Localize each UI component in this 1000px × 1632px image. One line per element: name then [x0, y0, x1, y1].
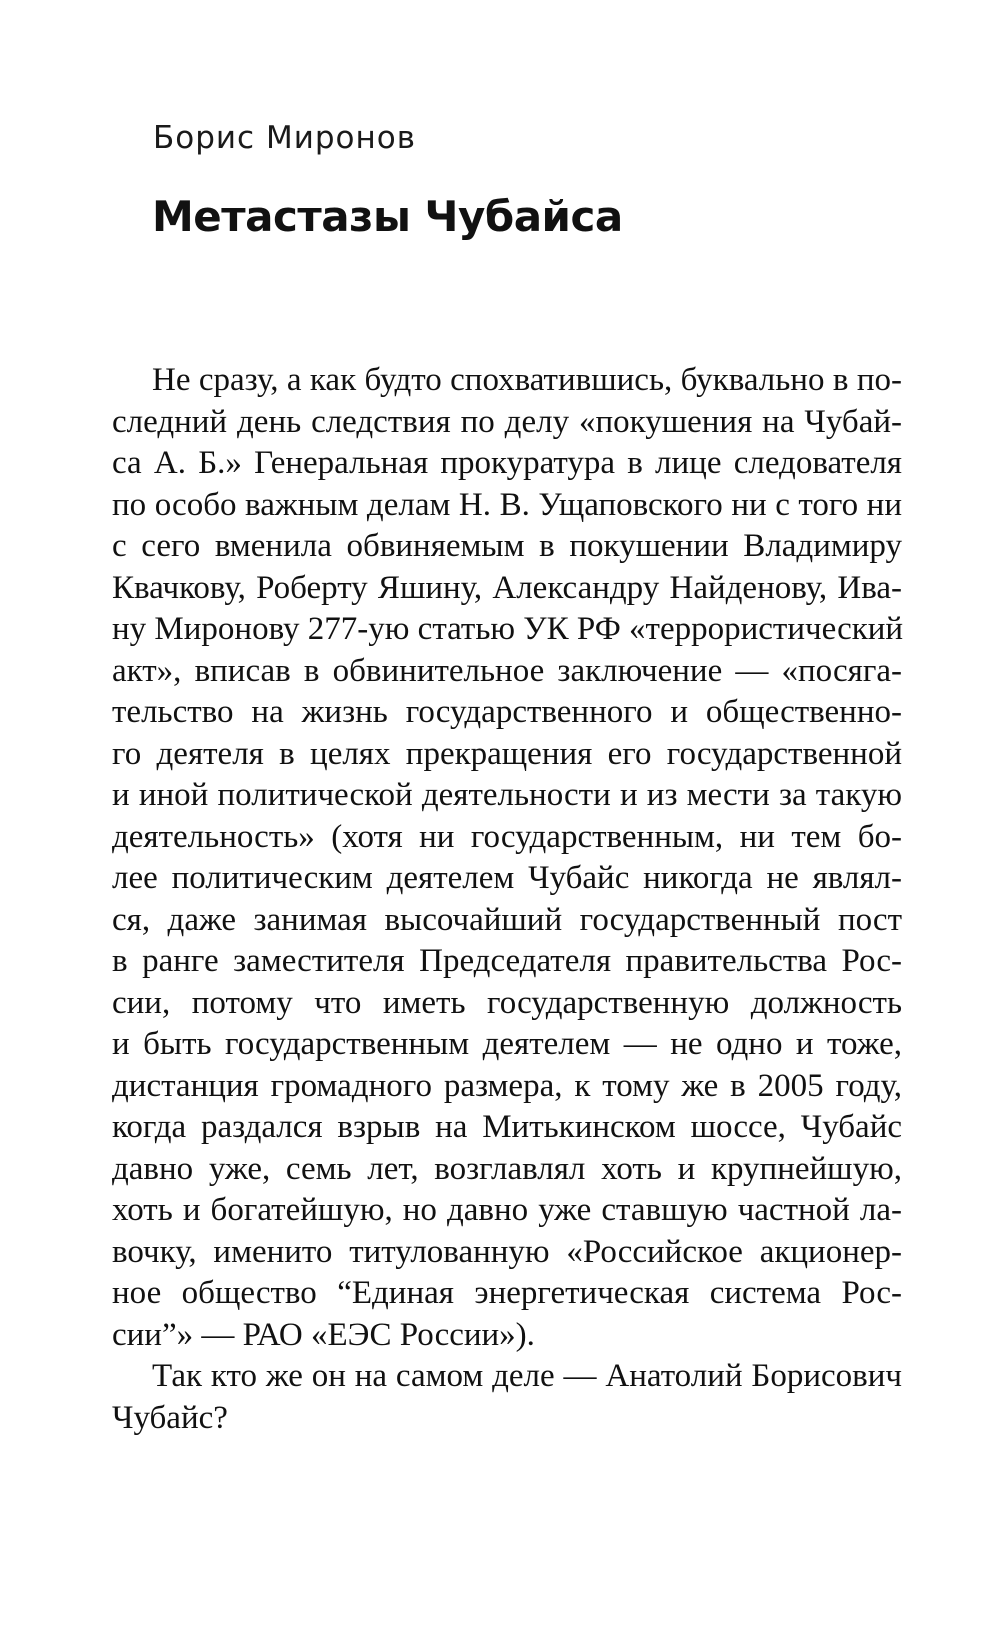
text-line: по особо важным делам Н. В. Ущаповского ни с того ни: [112, 486, 902, 523]
text-line: и быть государственным деятелем — не одно и тоже,: [112, 1026, 902, 1062]
text-line: когда раздался взрыв на Митькинском шоссе, Чубайс: [112, 1109, 902, 1145]
text-line: сии”» — РАО «ЕЭС России»).: [112, 1316, 535, 1353]
text-line: тельство на жизнь государственного и общественно-: [112, 694, 902, 730]
text-line: следний день следствия по делу «покушения на Чубай-: [112, 403, 902, 440]
text-line: го деятеля в целях прекращения его государственной: [112, 735, 902, 772]
text-line: ся, даже занимая высочайший государственный пост: [112, 901, 902, 938]
text-line: дистанция громадного размера, к тому же в 2005 году,: [112, 1067, 902, 1104]
text-line: Не сразу, а как будто спохватившись, буквально в по-: [152, 362, 902, 398]
author-name: Борис Миронов: [153, 120, 416, 156]
text-line: ну Миронову 277-ую статью УК РФ «террористический: [112, 611, 904, 647]
text-line: деятельность» (хотя ни государственным, ни тем бо-: [112, 818, 902, 855]
text-line: давно уже, семь лет, возглавлял хоть и крупнейшую,: [112, 1150, 902, 1187]
text-line: ное общество “Единая энергетическая система Рос-: [112, 1275, 902, 1311]
text-line: акт», вписав в обвинительное заключение — «посяга-: [112, 652, 902, 689]
text-line: Так кто же он на самом деле — Анатолий Борисович: [152, 1358, 902, 1394]
paragraph-1: [112, 360, 902, 1356]
body-text: [112, 360, 902, 1439]
text-line: и иной политической деятельности и из мести за такую: [112, 777, 902, 813]
text-line: вочку, именито титулованную «Российское акционер-: [112, 1233, 902, 1270]
text-line: са А. Б.» Генеральная прокуратура в лице следователя: [112, 445, 902, 481]
text-line: в ранге заместителя Председателя правительства Рос-: [112, 943, 902, 979]
text-line: Квачкову, Роберту Яшину, Александру Найденову, Ива-: [112, 569, 902, 606]
text-line: с сего вменила обвиняемым в покушении Владимиру: [112, 528, 902, 564]
text-line: сии, потому что иметь государственную должность: [112, 984, 902, 1021]
text-line: хоть и богатейшую, но давно уже ставшую частной ла-: [112, 1192, 902, 1228]
text-line: лее политическим деятелем Чубайс никогда не являл-: [112, 860, 902, 896]
paragraph-2: [112, 1356, 902, 1439]
text-line: Чубайс?: [112, 1399, 228, 1436]
chapter-title: Метастазы Чубайса: [152, 192, 623, 241]
